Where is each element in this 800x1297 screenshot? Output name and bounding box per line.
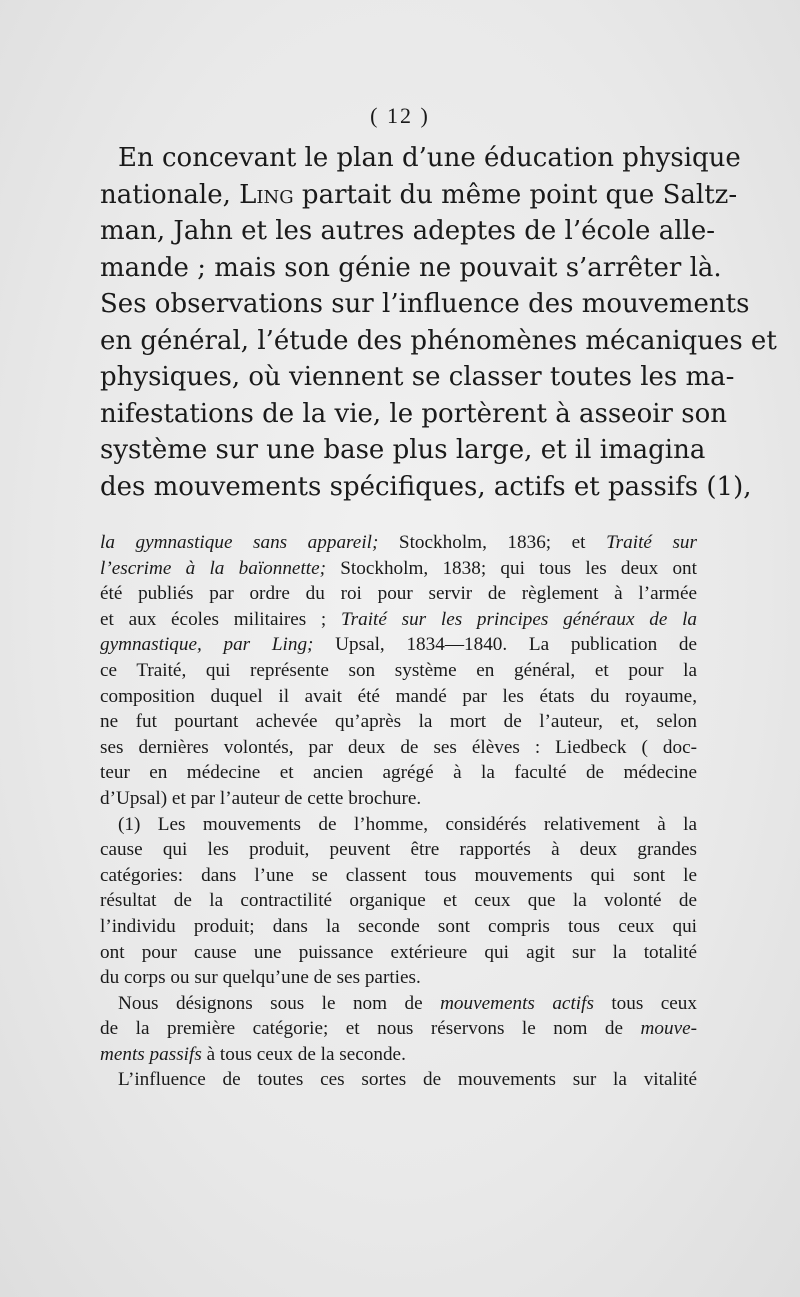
footnote-line: ments passifs à tous ceux de la seconde.	[100, 1043, 406, 1065]
main-line: des mouvements spécifiques, actifs et passifs (1),	[100, 471, 752, 502]
main-line: système sur une base plus large, et il imagina	[100, 435, 706, 465]
footnote-line: et aux écoles militaires ; Traité sur les principes généraux de la	[100, 608, 698, 630]
main-line: nationale, Ling partait du même point que Saltz-	[100, 179, 738, 210]
footnote-line: composition duquel il avait été mandé par les états du royaume,	[100, 685, 697, 707]
footnotes	[100, 530, 697, 1093]
footnote-line: Nous désignons sous le nom de mouvements actifs tous ceux	[118, 992, 697, 1014]
footnote-line: (1) Les mouvements de l’homme, considérés relativement à la	[118, 813, 697, 835]
page-number: ( 12 )	[370, 103, 430, 128]
main-line: physiques, où viennent se classer toutes les ma-	[100, 362, 735, 392]
main-paragraph	[100, 140, 777, 505]
footnote-line: résultat de la contractilité organique et ceux que la volonté de	[100, 890, 697, 912]
footnote-line: l’individu produit; dans la seconde sont compris tous ceux qui	[100, 915, 697, 937]
footnote-line: d’Upsal) et par l’auteur de cette brochure.	[100, 787, 422, 809]
main-line: mande ; mais son génie ne pouvait s’arrêter là.	[100, 252, 722, 283]
footnote-line: ne fut pourtant achevée qu’après la mort de l’auteur, et, selon	[100, 711, 697, 733]
footnote-line: l’escrime à la baïonnette; Stockholm, 1838; qui tous les deux ont	[100, 557, 697, 579]
footnote-line: ont pour cause une puissance extérieure qui agit sur la totalité	[100, 941, 697, 963]
main-line: Ses observations sur l’influence des mouvements	[100, 289, 750, 319]
main-line: nifestations de la vie, le portèrent à asseoir son	[100, 398, 727, 429]
footnote-line: teur en médecine et ancien agrégé à la faculté de médecine	[100, 762, 697, 784]
footnote-line: ses dernières volontés, par deux de ses élèves : Liedbeck ( doc-	[100, 736, 697, 758]
footnote-line: été publiés par ordre du roi pour servir de règlement à l’armée	[100, 583, 697, 605]
footnote-line: catégories: dans l’une se classent tous mouvements qui sont le	[100, 864, 697, 886]
footnote-line: du corps ou sur quelqu’une de ses parties.	[100, 967, 421, 989]
main-line: En concevant le plan d’une éducation physique	[118, 143, 741, 173]
footnote-line: cause qui les produit, peuvent être rapportés à deux grandes	[100, 839, 697, 861]
author-name: Ling	[239, 179, 294, 210]
footnote-line: L’influence de toutes ces sortes de mouvements sur la vitalité	[118, 1069, 697, 1091]
page-bottom-margin	[100, 1160, 697, 1280]
main-line: man, Jahn et les autres adeptes de l’école alle-	[100, 216, 715, 246]
main-line: en général, l’étude des phénomènes mécaniques et	[100, 325, 777, 356]
footnote-line: de la première catégorie; et nous réservons le nom de mouve-	[100, 1018, 697, 1040]
footnote-line: la gymnastique sans appareil; Stockholm, 1836; et Traité sur	[100, 532, 697, 553]
footnote-line: ce Traité, qui représente son système en général, et pour la	[100, 659, 697, 681]
footnote-line: gymnastique, par Ling; Upsal, 1834—1840. La publication de	[100, 634, 697, 656]
